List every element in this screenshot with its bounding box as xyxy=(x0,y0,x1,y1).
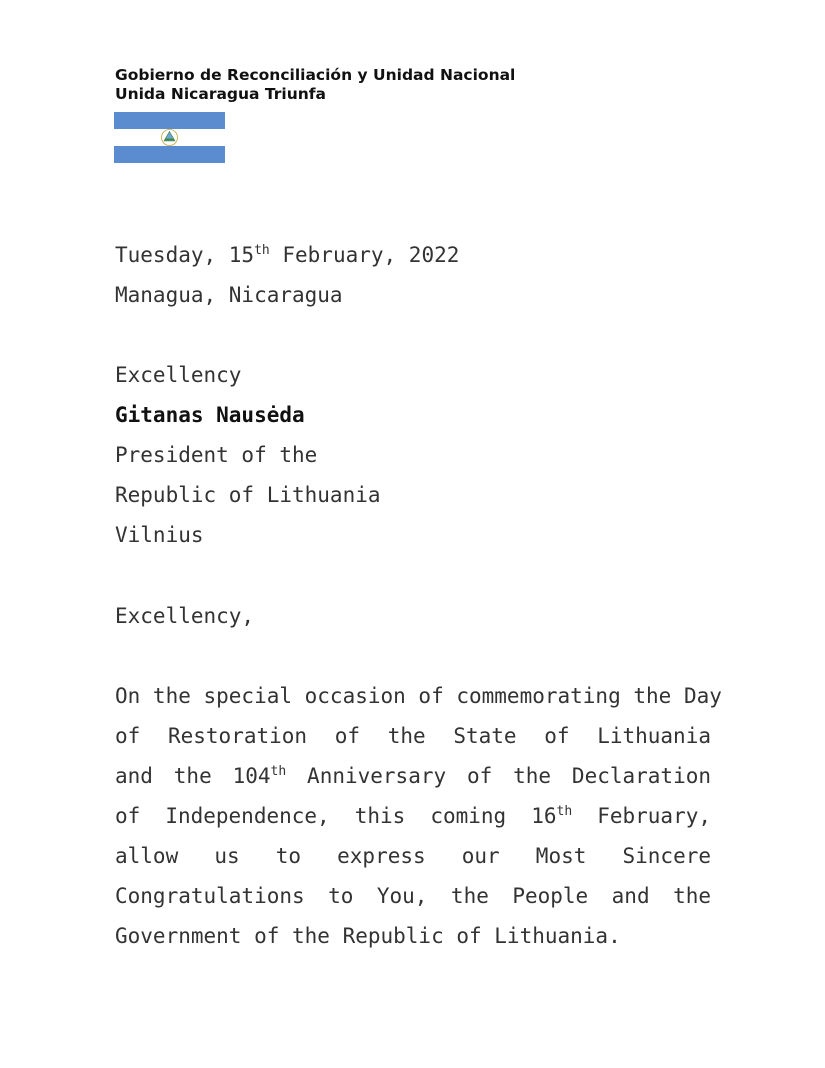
letter-greeting: Excellency, xyxy=(115,604,255,628)
body-text: and the 104 xyxy=(115,764,271,788)
letterhead xyxy=(115,66,515,104)
body-line xyxy=(115,804,711,828)
addressee-name: Gitanas Nausėda xyxy=(115,403,305,427)
ordinal: th xyxy=(556,804,573,819)
date-weekday-day: Tuesday, 15 xyxy=(115,243,255,267)
body-line: Government of the Republic of Lithuania. xyxy=(115,924,621,948)
addressee-title-line2: Republic of Lithuania xyxy=(115,483,381,507)
letter-date xyxy=(115,243,459,267)
body-line: of Restoration of the State of Lithuania xyxy=(115,724,711,748)
letterhead-motto: Unida Nicaragua Triunfa xyxy=(115,85,327,103)
body-line xyxy=(115,764,711,788)
body-line: allow us to express our Most Sincere xyxy=(115,844,711,868)
date-ordinal: th xyxy=(254,243,270,258)
body-line: Congratulations to You, the People and the xyxy=(115,884,711,908)
body-text: Anniversary of the Declaration xyxy=(286,764,712,788)
addressee-salutation: Excellency xyxy=(115,363,242,387)
nicaragua-flag xyxy=(114,112,225,163)
letter-place: Managua, Nicaragua xyxy=(115,283,343,307)
body-text: of Independence, this coming 16 xyxy=(115,804,557,828)
addressee-title-line1: President of the xyxy=(115,443,318,467)
ordinal: th xyxy=(270,764,287,779)
date-month-year: February, 2022 xyxy=(269,243,460,267)
body-text: February, xyxy=(572,804,711,828)
addressee-city: Vilnius xyxy=(115,523,204,547)
letterhead-government: Gobierno de Reconciliación y Unidad Nacional xyxy=(115,66,516,84)
body-line: On the special occasion of commemorating the Day xyxy=(115,684,722,708)
